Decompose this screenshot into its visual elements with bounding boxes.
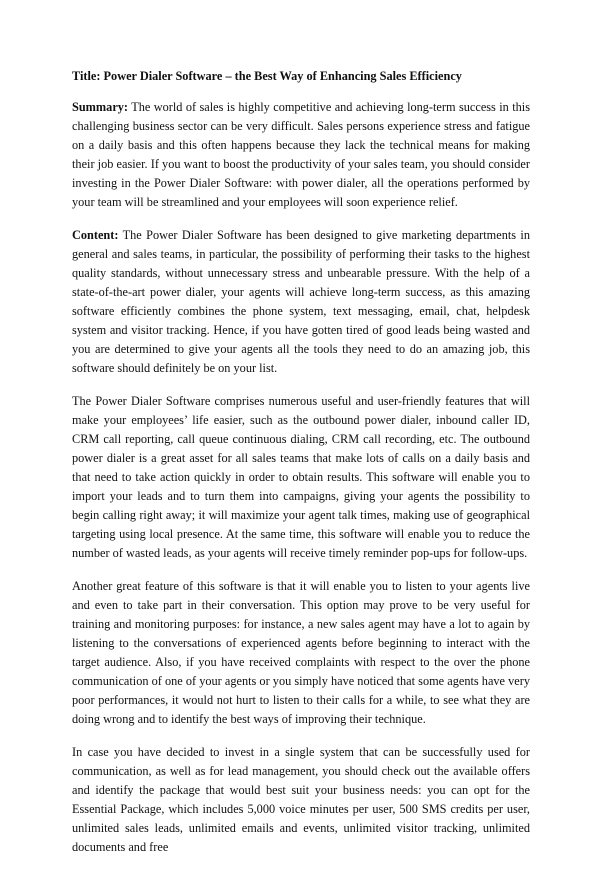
summary-paragraph	[72, 98, 530, 212]
content-text: The Power Dialer Software has been designed to give marketing departments in general and sales teams, in particular, the possibility of performing their tasks to the highest quality standards, without unnecessary stress and unbearable pressure. With the help of a state-of-the-art power dialer, your agents will achieve long-term success, as this amazing software efficiently combines the phone system, text messaging, email, chat, helpdesk system and visitor tracking. Hence, if you have gotten tired of good leads being wasted and you are determined to give your agents all the tools they need to do an amazing job, this software should definitely be on your list.	[72, 228, 530, 375]
summary-text: The world of sales is highly competitive and achieving long-term success in this challenging business sector can be very difficult. Sales persons experience stress and fatigue on a daily basis and this often happens because they lack the technical means for making their job easier. If you want to boost the productivity of your sales team, you should consider investing in the Power Dialer Software: with power dialer, all the operations performed by your team will be streamlined and your employees will soon experience relief.	[72, 100, 530, 209]
features-paragraph: The Power Dialer Software comprises numerous useful and user-friendly features that will make your employees’ life easier, such as the outbound power dialer, inbound caller ID, CRM call reporting, call queue continuous dialing, CRM call recording, etc. The outbound power dialer is a great asset for all sales teams that make lots of calls on a daily basis and that need to take action quickly in order to obtain results. This software will enable you to import your leads and to turn them into campaigns, giving your agents the possibility to begin calling right away; it will maximize your agent talk times, making use of geographical targeting using local presence. At the same time, this software will enable you to reduce the number of wasted leads, as your agents will receive timely reminder pop-ups for follow-ups.	[72, 394, 530, 560]
summary-label: Summary:	[72, 100, 129, 114]
content-paragraph	[72, 226, 530, 378]
document-body	[72, 68, 530, 871]
listen-feature-paragraph: Another great feature of this software is that it will enable you to listen to your agents live and even to take part in their conversation. This option may prove to be very useful for training and monitoring purposes: for instance, a new sales agent may have a lot to again by listening to the conversations of experienced agents before beginning to interact with the target audience. Also, if you have received complaints with respect to the over the phone communication of one of your agents or you simply have noticed that some agents have very poor performances, it would not hurt to listen to their calls for a while, to see what they are doing wrong and to identify the best ways of improving their technique.	[72, 579, 530, 726]
content-label: Content:	[72, 228, 119, 242]
document-title: Title: Power Dialer Software – the Best Way of Enhancing Sales Efficiency	[72, 69, 462, 83]
package-paragraph: In case you have decided to invest in a single system that can be successfully used for communication, as well as for lead management, you should check out the available offers and identify the package that would best suit your business needs: you can opt for the Essential Package, which includes 5,000 voice minutes per user, 500 SMS credits per user, unlimited sales leads, unlimited emails and events, unlimited visitor tracking, unlimited documents and free	[72, 745, 530, 854]
